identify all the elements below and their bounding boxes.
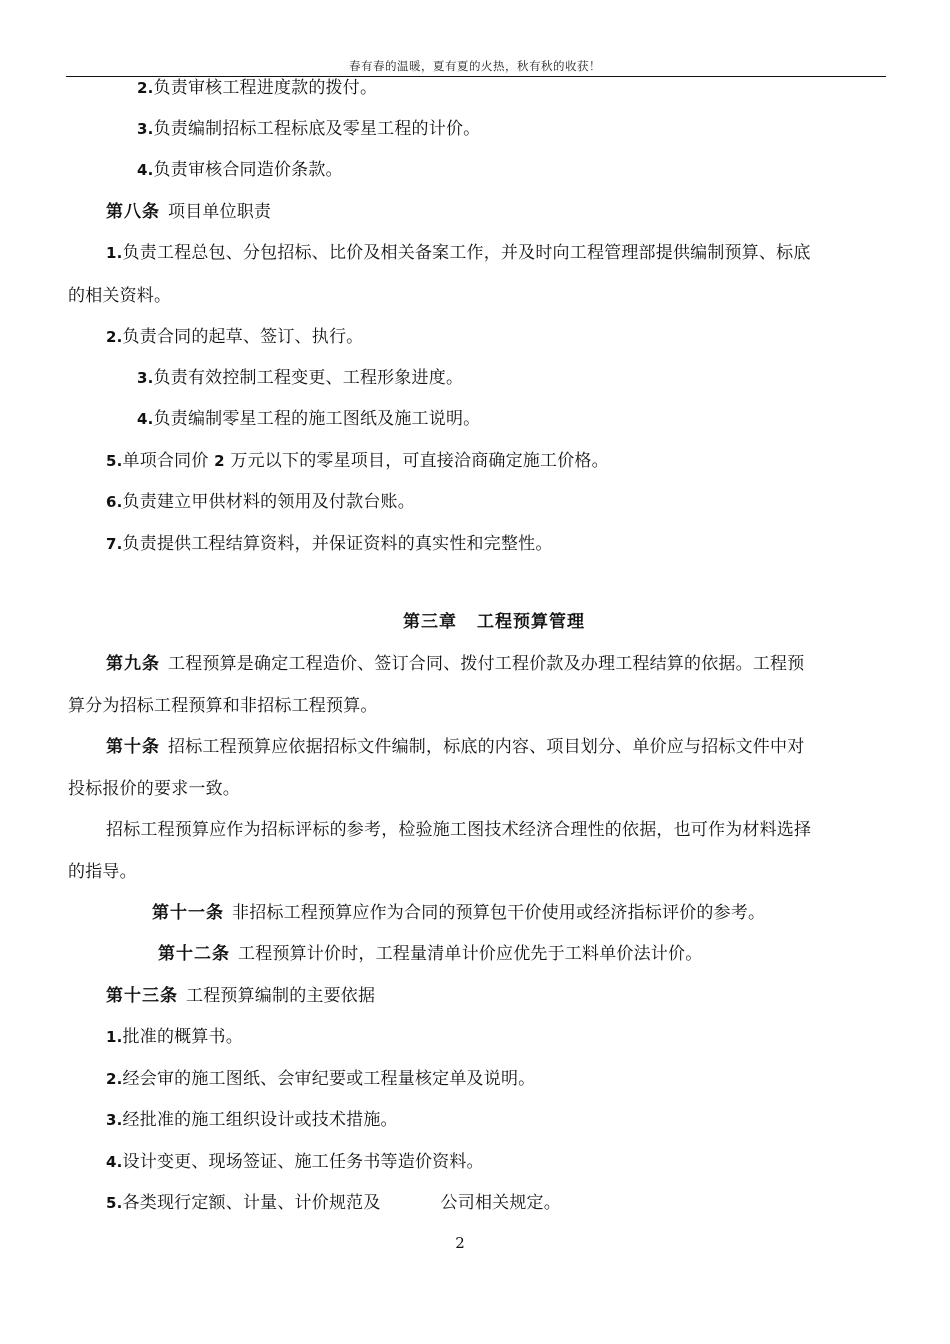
- article-label: 第十三条: [106, 986, 178, 1006]
- article-text: 非招标工程预算应作为合同的预算包干价使用或经济指标评价的参考。: [232, 903, 766, 923]
- item-number: 4.: [106, 1153, 123, 1171]
- list-item: [106, 1191, 561, 1215]
- amount-number: 2: [214, 452, 225, 470]
- list-item: [106, 1108, 398, 1132]
- item-text: 负责合同的起草、签订、执行。: [122, 327, 364, 347]
- list-item: [137, 158, 343, 182]
- paragraph-continuation: 的指导。: [68, 862, 137, 882]
- item-text: 负责有效控制工程变更、工程形象进度。: [153, 368, 464, 388]
- item-number: 5.: [106, 452, 123, 470]
- list-item: [106, 490, 415, 514]
- item-number: 3.: [106, 1111, 123, 1129]
- item-number: 4.: [137, 410, 154, 428]
- item-number: 3.: [137, 369, 154, 387]
- item-number: 1.: [106, 244, 123, 262]
- item-text: 负责编制招标工程标底及零星工程的计价。: [153, 119, 481, 139]
- item-number: 5.: [106, 1194, 123, 1212]
- item-number: 1.: [106, 1028, 123, 1046]
- article-label: 第八条: [106, 202, 160, 222]
- item-number: 2.: [106, 328, 123, 346]
- item-number: 2.: [106, 1070, 123, 1088]
- article-9: [106, 652, 804, 676]
- article-text: 工程预算编制的主要依据: [186, 986, 376, 1006]
- article-continuation: 算分为招标工程预算和非招标工程预算。: [68, 696, 378, 716]
- list-item: [106, 1150, 484, 1174]
- list-item: [106, 1067, 535, 1091]
- item-text: 负责审核合同造价条款。: [153, 160, 343, 180]
- article-text: 招标工程预算应依据招标文件编制，标底的内容、项目划分、单价应与招标文件中对: [168, 737, 805, 757]
- item-text: 单项合同价: [122, 451, 209, 471]
- article-10: [106, 735, 804, 759]
- list-item: [106, 325, 363, 349]
- item-text: 负责提供工程结算资料，并保证资料的真实性和完整性。: [122, 534, 553, 554]
- list-item-continuation: 的相关资料。: [68, 286, 172, 306]
- item-text: 各类现行定额、计量、计价规范及: [122, 1193, 381, 1213]
- item-text: 负责工程总包、分包招标、比价及相关备案工作，并及时向工程管理部提供编制预算、标底: [122, 243, 811, 263]
- item-text: 公司相关规定。: [440, 1193, 561, 1213]
- list-item: [137, 366, 463, 390]
- item-text: 批准的概算书。: [122, 1027, 243, 1047]
- item-text: 经会审的施工图纸、会审纪要或工程量核定单及说明。: [122, 1069, 536, 1089]
- paragraph: 招标工程预算应作为招标评标的参考，检验施工图技术经济合理性的依据，也可作为材料选择: [106, 820, 812, 840]
- item-number: 7.: [106, 535, 123, 553]
- article-13: [106, 984, 375, 1008]
- item-text: 万元以下的零星项目，可直接洽商确定施工价格。: [230, 451, 609, 471]
- page-number: 2: [455, 1234, 465, 1252]
- article-text: 工程预算计价时，工程量清单计价应优先于工料单价法计价。: [238, 944, 703, 964]
- item-text: 负责建立甲供材料的领用及付款台账。: [122, 492, 415, 512]
- article-label: 第十条: [106, 737, 160, 757]
- item-text: 经批准的施工组织设计或技术措施。: [122, 1110, 398, 1130]
- item-text: 负责编制零星工程的施工图纸及施工说明。: [153, 409, 481, 429]
- article-label: 第十一条: [152, 903, 224, 923]
- article-label: 第九条: [106, 654, 160, 674]
- item-text: 负责审核工程进度款的拨付。: [153, 78, 378, 98]
- list-item: [106, 449, 609, 473]
- item-number: 3.: [137, 120, 154, 138]
- list-item: [137, 117, 480, 141]
- item-text: 设计变更、现场签证、施工任务书等造价资料。: [122, 1152, 484, 1172]
- page-header-tagline: 春有春的温暖，夏有夏的火热，秋有秋的收获！: [349, 59, 601, 73]
- item-number: 6.: [106, 493, 123, 511]
- item-number: 4.: [137, 161, 154, 179]
- item-number: 2.: [137, 79, 154, 97]
- list-item: [106, 532, 553, 556]
- article-continuation: 投标报价的要求一致。: [68, 779, 240, 799]
- article-11: [152, 901, 765, 925]
- chapter-heading: [0, 610, 950, 634]
- chapter-title: 工程预算管理: [477, 612, 585, 632]
- article-text: 项目单位职责: [168, 202, 272, 222]
- list-item: [106, 241, 811, 265]
- list-item: [106, 1025, 243, 1049]
- chapter-label: 第三章: [403, 612, 457, 632]
- article-label: 第十二条: [158, 944, 230, 964]
- article-12: [158, 942, 702, 966]
- article-8: [106, 200, 271, 224]
- article-text: 工程预算是确定工程造价、签订合同、拨付工程价款及办理工程结算的依据。工程预: [168, 654, 805, 674]
- list-item: [137, 76, 377, 100]
- list-item: [137, 407, 480, 431]
